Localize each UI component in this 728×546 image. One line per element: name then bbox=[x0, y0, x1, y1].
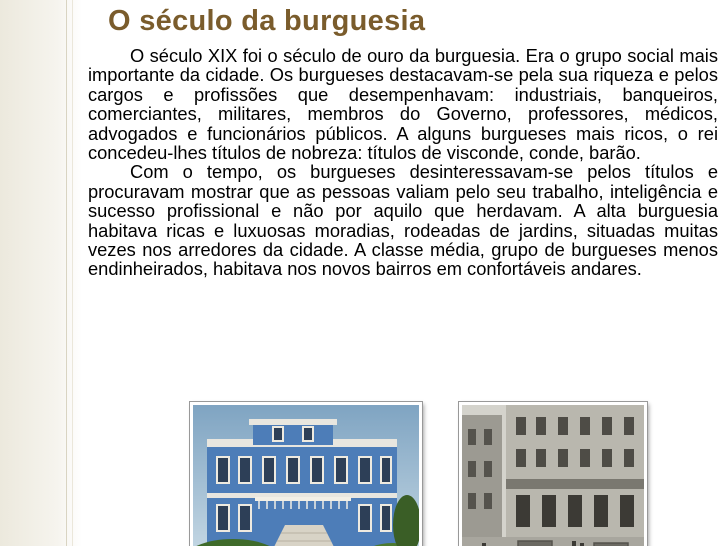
paragraph-2: Com o tempo, os burgueses desinteressavam-se pelos títulos e procuravam mostrar que as pessoas valiam pelo seu trabalho, inteligência e sucesso profissional e não por aquilo que herdavam. A alta burguesia habitava ricas e luxuosas moradias, rodeadas de jardins, situadas muitas vezes nos arredores da cidade. A classe média, grupo de burgueses menos endinheirados, habitava nos novos bairros em confortáveis andares. bbox=[88, 161, 718, 280]
body-text bbox=[88, 46, 718, 279]
street-photo bbox=[459, 402, 647, 546]
decorative-side-band bbox=[0, 0, 82, 546]
paragraph-1: O século XIX foi o século de ouro da burguesia. Era o grupo social mais importante da cidade. Os burgueses destacavam-se pela sua riqueza e pelos cargos e profissões que desempenhavam: industriais, banqueiros, comerciantes, militares, membros do Governo, professores, médicos, advogados e funcionários públicos. A alguns burgueses mais ricos, o rei concedeu-lhes títulos de nobreza: títulos de visconde, conde, barão. bbox=[88, 45, 718, 164]
slide-title: O século da burguesia bbox=[108, 5, 426, 37]
decorative-line bbox=[66, 0, 67, 546]
street-illustration bbox=[462, 405, 644, 546]
decorative-line bbox=[72, 0, 73, 546]
mansion-photo bbox=[190, 402, 422, 546]
mansion-illustration bbox=[193, 405, 419, 546]
